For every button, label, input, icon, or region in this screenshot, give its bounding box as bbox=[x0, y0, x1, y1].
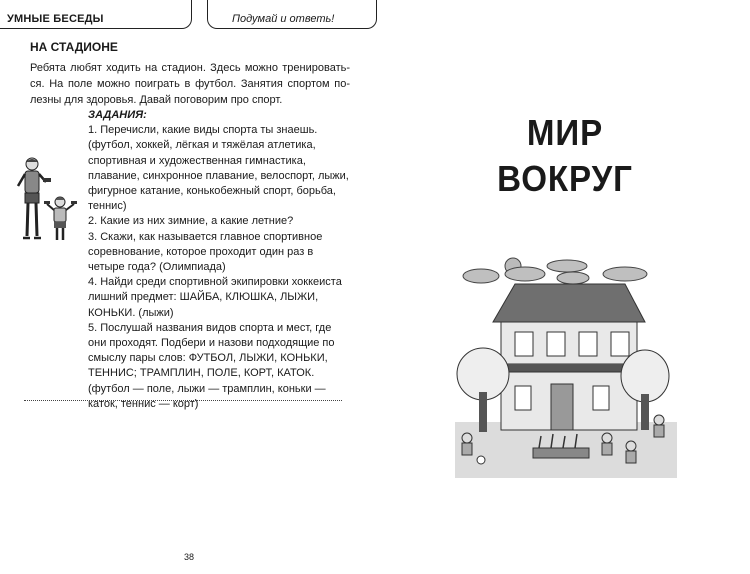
chapter-title-line: МИР bbox=[526, 112, 604, 153]
task-item: 3. Скажи, как называется главное спортивное соревнование, которое проходит один раз в четыре года? (Олимпиада) bbox=[88, 230, 323, 274]
hint-tab bbox=[207, 0, 377, 29]
child-icon bbox=[462, 433, 472, 455]
child-icon bbox=[654, 415, 664, 437]
right-page bbox=[380, 0, 750, 574]
hint-tab-label: Подумай и ответь! bbox=[232, 13, 335, 25]
ball-icon bbox=[477, 456, 485, 464]
intro-paragraph: Ребята любят ходить на стадион. Здесь можно тренировать-ся. На поле можно поиграть в футбол. Занятия спортом по-лезны для здоровья. Давай поговорим про спорт. bbox=[30, 62, 350, 106]
task-item: 5. Послушай названия видов спорта и мест, где они проходят. Подбери и назови подходящие по смыслу пары слов: ФУТБОЛ, ЛЫЖИ, КОНЬКИ, ТЕННИС; ТРАМПЛИН, ПОЛЕ, КОРТ, КАТОК. (футбол — поле, лыжи — трамплин, коньки — каток, теннис — корт) bbox=[88, 321, 335, 410]
dotted-divider bbox=[24, 400, 342, 401]
task-item: 1. Перечисли, какие виды спорта ты знаешь. (футбол, хоккей, лёгкая и тяжёлая атлетика, спортивная и художественная гимнастика, плавание, синхронное плавание, велоспорт, лыжи, фигурное катание, конькобежный спорт, борьба, теннис) bbox=[88, 124, 349, 213]
tasks-block bbox=[88, 108, 350, 412]
chapter-title-line: ВОКРУГ bbox=[497, 158, 633, 199]
section-tab bbox=[0, 0, 192, 29]
chapter-title bbox=[395, 110, 735, 202]
section-heading: НА СТАДИОНЕ bbox=[30, 40, 118, 54]
page-number: 38 bbox=[184, 552, 195, 562]
house-with-children-illustration bbox=[455, 252, 677, 478]
section-tab-label: УМНЫЕ БЕСЕДЫ bbox=[7, 13, 104, 25]
child-icon bbox=[602, 433, 612, 455]
tasks-title: ЗАДАНИЯ: bbox=[88, 109, 147, 121]
task-item: 4. Найди среди спортивной экипировки хоккеиста лишний предмет: ШАЙБА, КЛЮШКА, ЛЫЖИ, КОНЬКИ. (лыжи) bbox=[88, 276, 342, 319]
child-icon bbox=[626, 441, 636, 463]
task-item: 2. Какие из них зимние, а какие летние? bbox=[88, 215, 294, 228]
cloud-icon bbox=[463, 260, 647, 284]
father-and-child-exercising-illustration bbox=[16, 156, 82, 244]
